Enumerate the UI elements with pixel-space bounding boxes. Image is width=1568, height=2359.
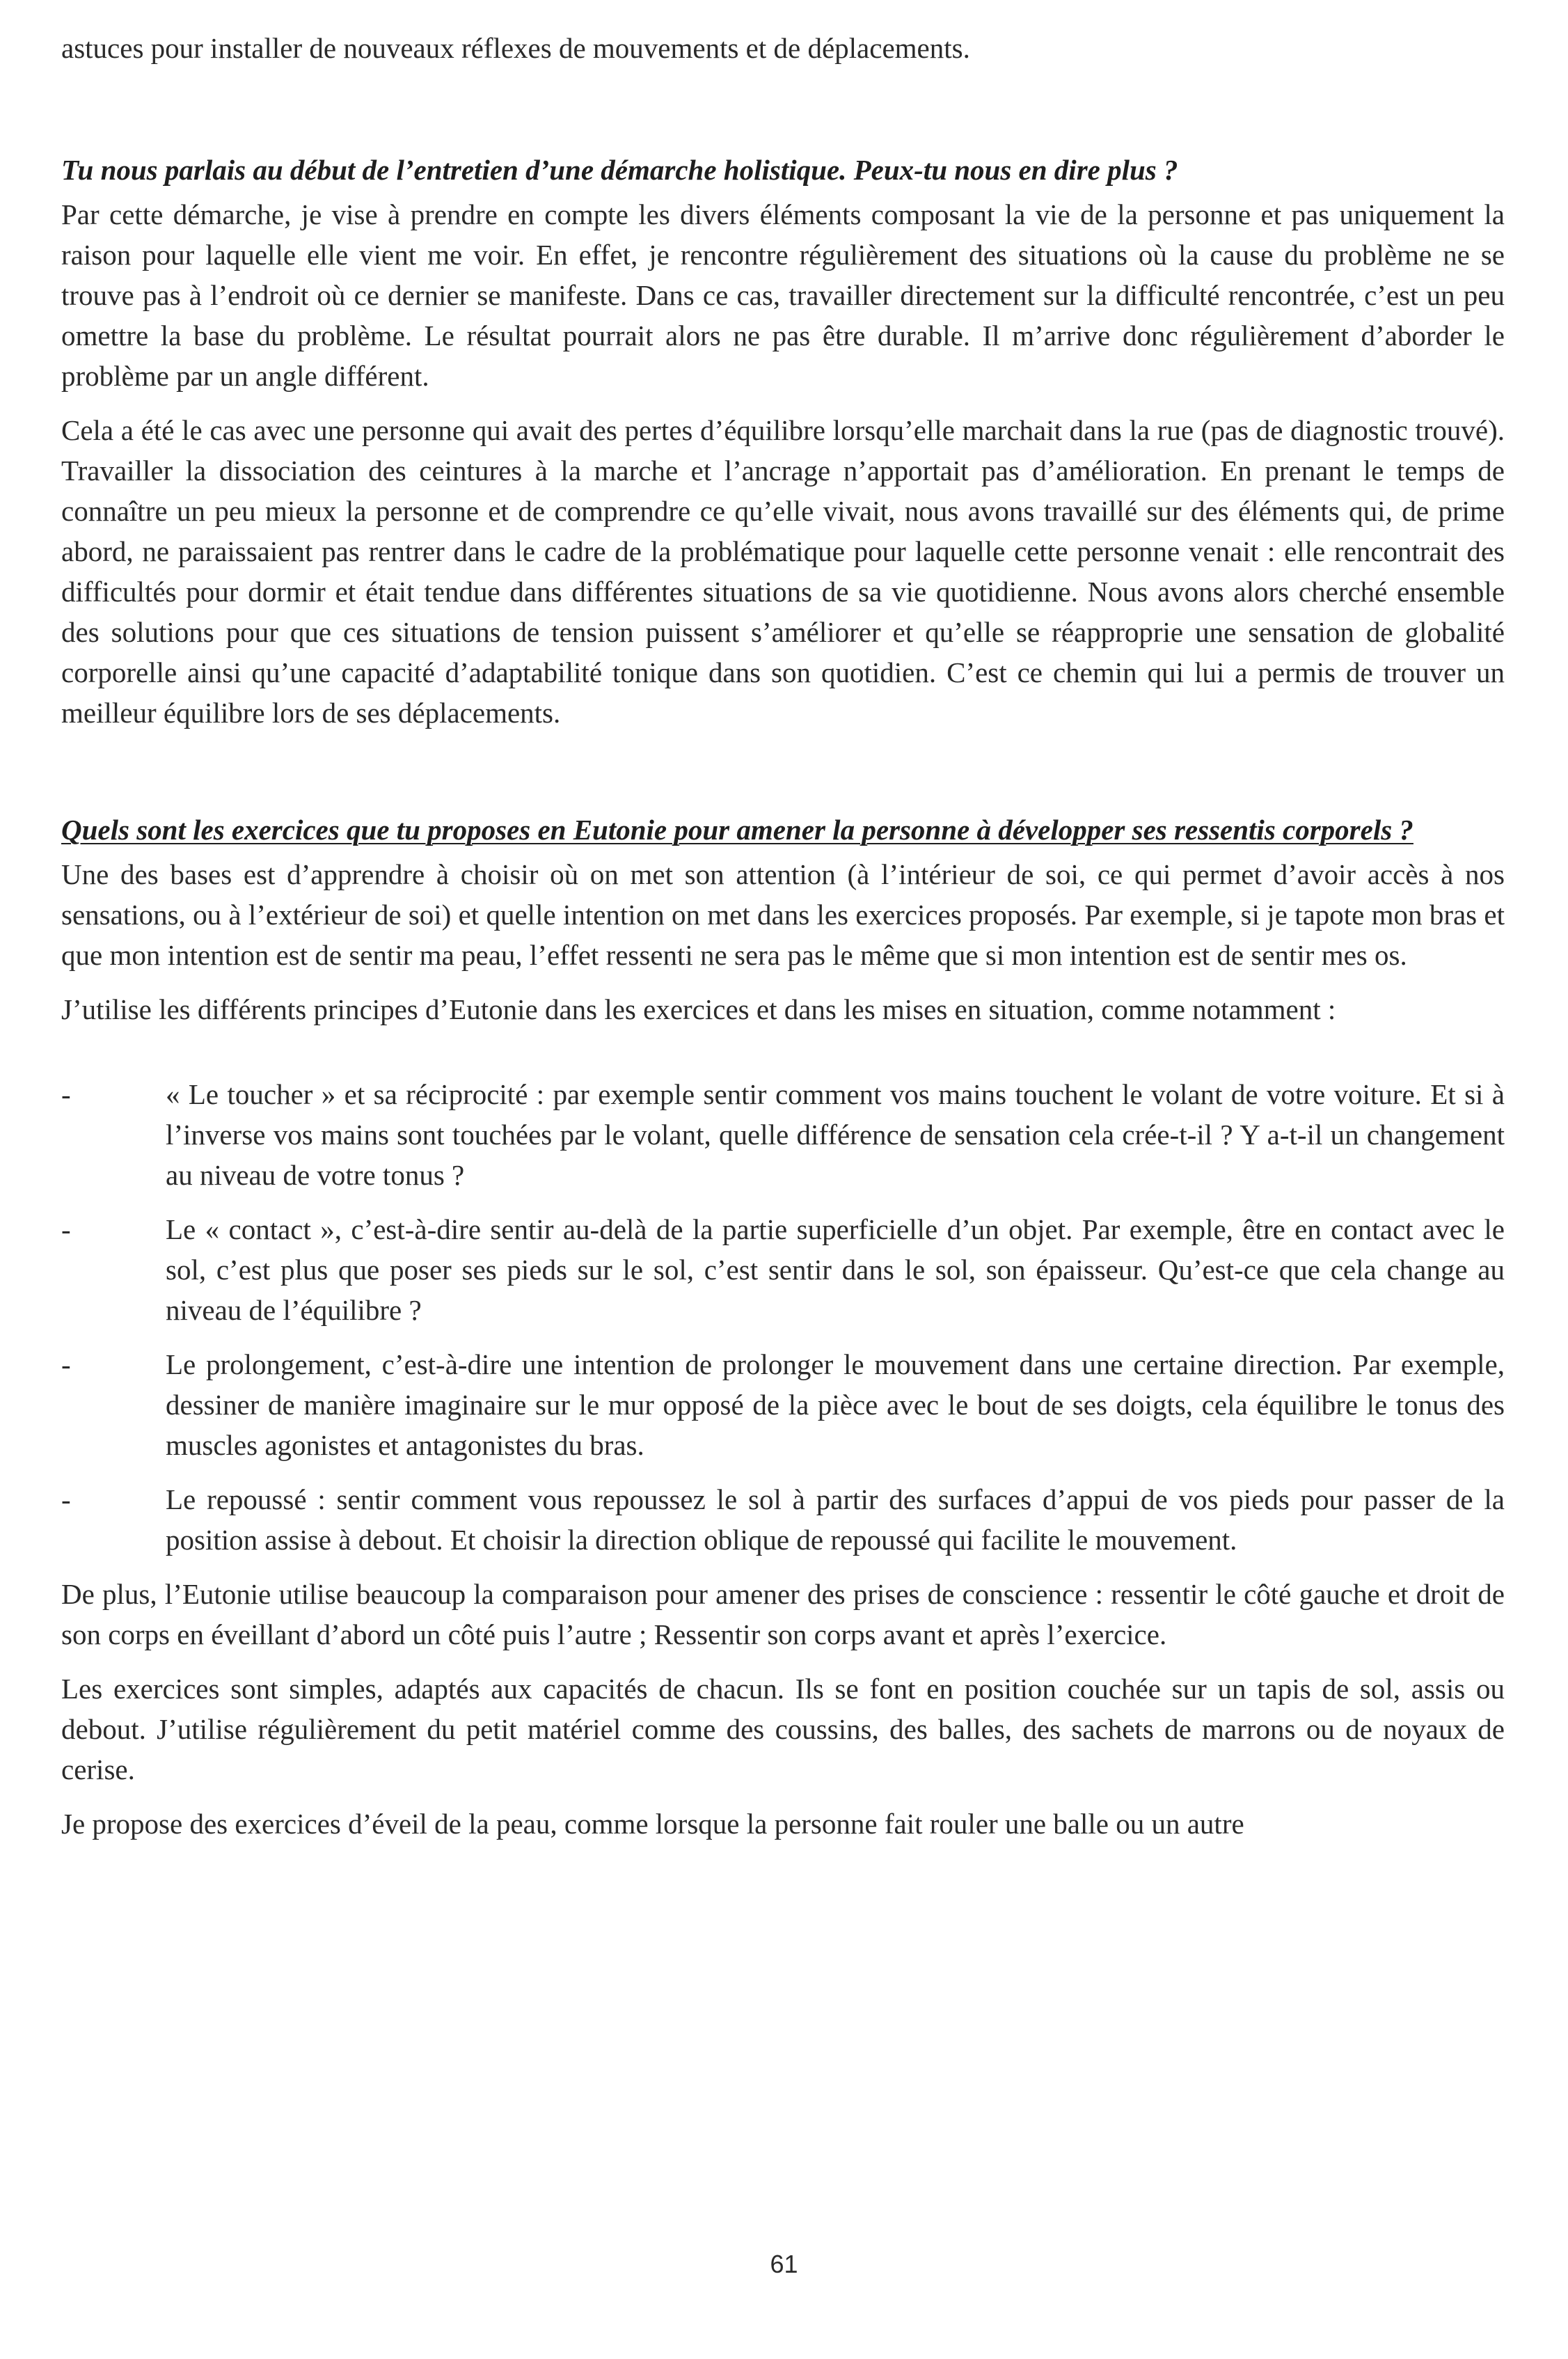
bullet-item-contact — [61, 1209, 1505, 1330]
bullet-marker: - — [61, 1213, 71, 1245]
paragraph-holistic-1: Par cette démarche, je vise à prendre en compte les divers éléments composant la vie de la personne et pas uniquement la raison pour laquelle elle vient me voir. En effet, je rencontre régulièrement des situations où la cause du problème ne se trouve pas à l’endroit où ce dernier se manifeste. Dans ce cas, travailler directement sur la difficulté rencontrée, c’est un peu omettre la base du problème. Le résultat pourrait alors ne pas être durable. Il m’arrive donc régulièrement d’aborder le problème par un angle différent. — [61, 198, 1505, 392]
document-page — [61, 28, 1505, 1844]
bullet-marker: - — [61, 1078, 71, 1110]
bullet-text: Le prolongement, c’est-à-dire une intention de prolonger le mouvement dans une certaine direction. Par exemple, dessiner de manière imaginaire sur le mur opposé de la pièce avec le bout de ses doigts, cela équilibre le tonus des muscles agonistes et antagonistes du bras. — [166, 1348, 1505, 1461]
paragraph-comparison: De plus, l’Eutonie utilise beaucoup la comparaison pour amener des prises de conscience : ressentir le côté gauche et droit de son corps en éveillant d’abord un côté puis l’autre ; Ressentir son corps avant et après l’exercice. — [61, 1578, 1505, 1650]
bullet-text: Le repoussé : sentir comment vous repoussez le sol à partir des surfaces d’appui de vos pieds pour passer de la position assise à debout. Et choisir la direction oblique de repoussé qui facilite le mouvement. — [166, 1483, 1505, 1556]
question-exercises: Quels sont les exercices que tu proposes en Eutonie pour amener la personne à développer ses ressentis corporels ? — [61, 814, 1413, 846]
bullet-item-toucher — [61, 1074, 1505, 1195]
bullet-text: Le « contact », c’est-à-dire sentir au-delà de la partie superficielle d’un objet. Par exemple, être en contact avec le sol, c’est plus que poser ses pieds sur le sol, c’est sentir dans le sol, son épaisseur. Qu’est-ce que cela change au niveau de l’équilibre ? — [166, 1213, 1505, 1326]
paragraph-skin: Je propose des exercices d’éveil de la peau, comme lorsque la personne fait rouler une balle ou un autre — [61, 1808, 1244, 1840]
paragraph-attention: Une des bases est d’apprendre à choisir où on met son attention (à l’intérieur de soi, ce qui permet d’avoir accès à nos sensations, ou à l’extérieur de soi) et quelle intention on met dans les exercices proposés. Par exemple, si je tapote mon bras et que mon intention est de sentir ma peau, l’effet ressenti ne sera pas le même que si mon intention est de sentir mes os. — [61, 858, 1505, 971]
paragraph-principles: J’utilise les différents principes d’Eutonie dans les exercices et dans les mises en situation, comme notamment : — [61, 993, 1336, 1025]
bullet-marker: - — [61, 1483, 71, 1515]
bullet-text: « Le toucher » et sa réciprocité : par exemple sentir comment vos mains touchent le volant de votre voiture. Et si à l’inverse vos mains sont touchées par le volant, quelle différence de sensation cela crée-t-il ? Y a-t-il un changement au niveau de votre tonus ? — [166, 1078, 1505, 1191]
paragraph-holistic-2: Cela a été le cas avec une personne qui avait des pertes d’équilibre lorsqu’elle marchait dans la rue (pas de diagnostic trouvé). Travailler la dissociation des ceintures à la marche et l’ancrage n’apportait pas d’amélioration. En prenant le temps de connaître un peu mieux la personne et de comprendre ce qu’elle vivait, nous avons travaillé sur des éléments qui, de prime abord, ne paraissaient pas rentrer dans le cadre de la problématique pour laquelle cette personne venait : elle rencontrait des difficultés pour dormir et était tendue dans différentes situations de sa vie quotidienne. Nous avons alors cherché ensemble des solutions pour que ces situations de tension puissent s’améliorer et qu’elle se réapproprie une sensation de globalité corporelle ainsi qu’une capacité d’adaptabilité tonique dans son quotidien. C’est ce chemin qui lui a permis de trouver un meilleur équilibre lors de ses déplacements. — [61, 414, 1505, 729]
intro-line: astuces pour installer de nouveaux réflexes de mouvements et de déplacements. — [61, 32, 970, 64]
paragraph-simple-exercises: Les exercices sont simples, adaptés aux capacités de chacun. Ils se font en position couchée sur un tapis de sol, assis ou debout. J’utilise régulièrement du petit matériel comme des coussins, des balles, des sachets de marrons ou de noyaux de cerise. — [61, 1673, 1505, 1785]
bullet-item-prolongement — [61, 1344, 1505, 1465]
question-holistic: Tu nous parlais au début de l’entretien d’une démarche holistique. Peux-tu nous en dire plus ? — [61, 154, 1178, 186]
page-number: 61 — [770, 2250, 798, 2278]
bullet-marker: - — [61, 1348, 71, 1380]
bullet-item-repousse — [61, 1479, 1505, 1560]
